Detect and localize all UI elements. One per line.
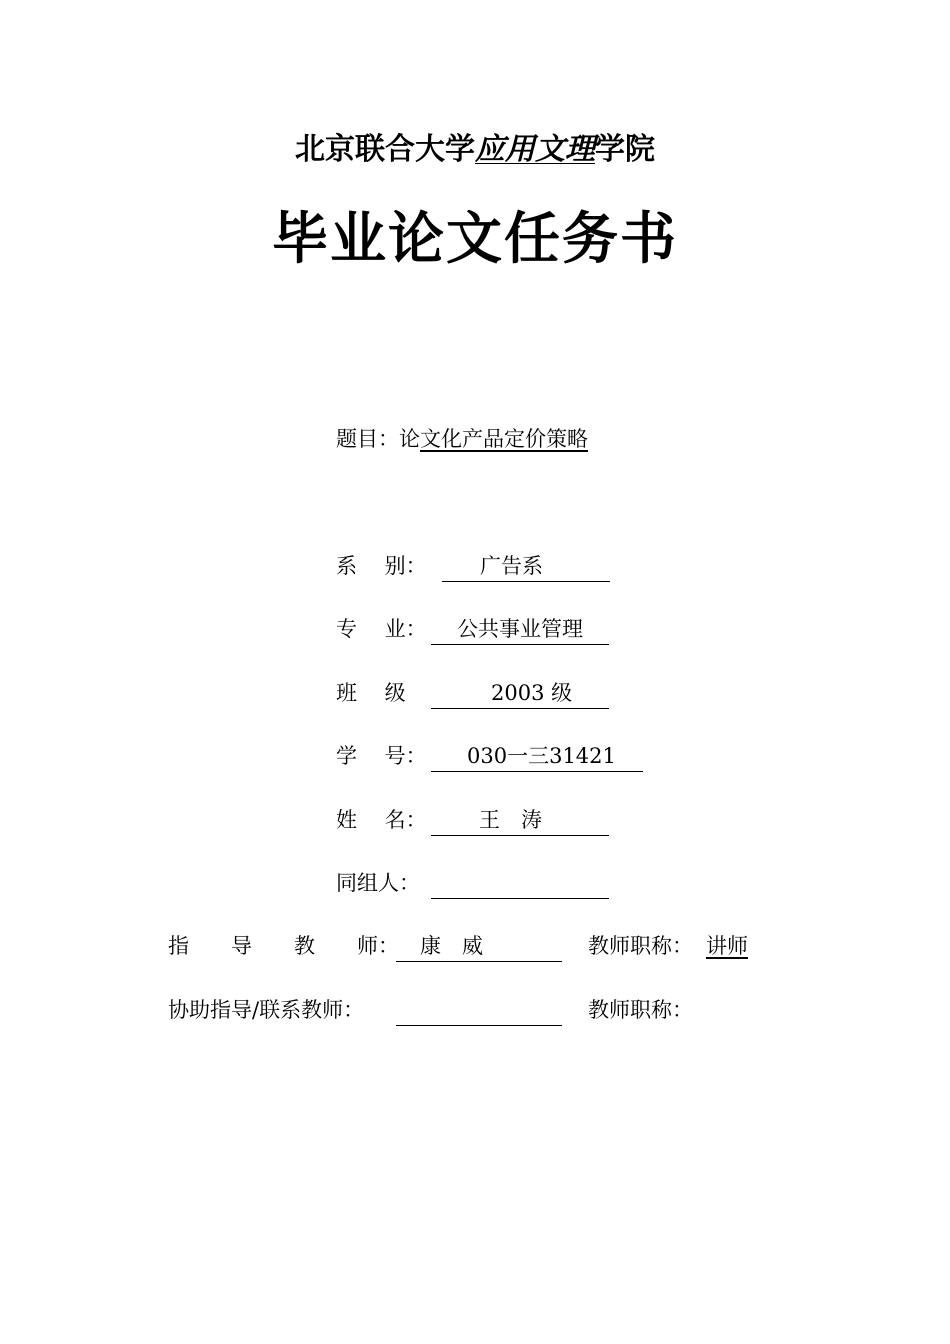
university-prefix: 北京联合大学 (295, 132, 475, 167)
field-name-value: 王 涛 (479, 808, 542, 832)
field-student-id-label: 学 号： (336, 744, 427, 768)
field-group-members-label: 同组人： (336, 871, 420, 895)
field-name-line (431, 804, 609, 836)
field-student-id-value: 030一三31421 (467, 744, 616, 768)
advisor-value: 康 威 (420, 934, 483, 958)
university-heading (0, 128, 950, 172)
assistant-advisor-title-label: 教师职称： (588, 998, 693, 1022)
document-title: 毕业论文任务书 (272, 207, 678, 272)
field-department-line (442, 550, 610, 582)
university-suffix: 学院 (595, 132, 655, 167)
assistant-advisor-line (396, 994, 562, 1026)
field-class-label: 班 级 (336, 681, 406, 705)
field-group-members-line (431, 867, 609, 899)
field-class (336, 677, 573, 709)
thesis-topic (336, 424, 588, 454)
advisor-title-label: 教师职称： (588, 934, 693, 958)
field-name (336, 804, 542, 836)
field-department-label: 系 别： (336, 554, 427, 578)
assistant-advisor-row (168, 994, 693, 1026)
field-class-value: 2003 级 (491, 681, 573, 705)
department-name: 应用文理 (475, 132, 595, 167)
topic-title-lead: 论 (399, 427, 420, 451)
field-major-value: 公共事业管理 (457, 617, 583, 641)
topic-title-rest: 文化产品定价策略 (420, 427, 588, 451)
advisor-label: 指 导 教 师： (168, 934, 399, 958)
advisor-row (168, 930, 748, 962)
advisor-title-value: 讲师 (706, 934, 748, 958)
topic-label: 题目： (336, 427, 399, 451)
field-major-label: 专 业： (336, 617, 427, 641)
field-department (336, 550, 543, 582)
field-class-line (431, 677, 609, 709)
assistant-advisor-label: 协助指导/联系教师： (168, 998, 365, 1022)
field-name-label: 姓 名： (336, 808, 427, 832)
field-department-value: 广告系 (480, 554, 543, 578)
field-student-id-line (431, 740, 643, 772)
field-student-id (336, 740, 616, 772)
field-group-members (336, 867, 432, 899)
field-major (336, 613, 583, 645)
advisor-line (396, 930, 562, 962)
field-major-line (431, 613, 609, 645)
